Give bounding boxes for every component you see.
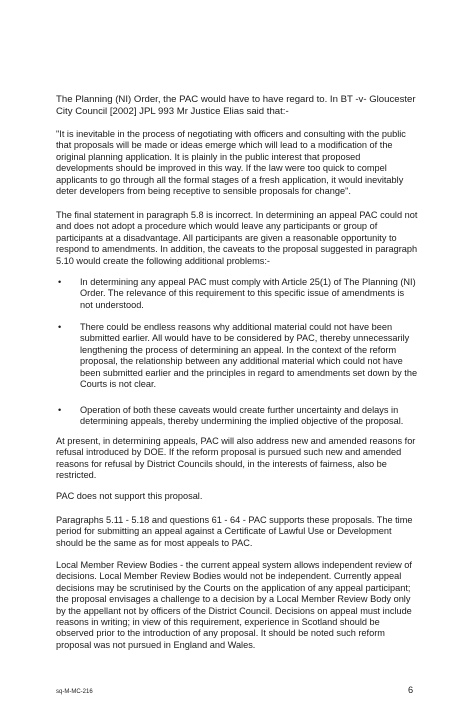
bullet-marker: •: [58, 405, 62, 415]
list-item: [56, 405, 418, 428]
final-statement-paragraph: The final statement in paragraph 5.8 is incorrect. In determining an appeal PAC could not and does not adopt a procedure which would leave any participants or group of participants at a disadvantage. All participants are given a reasonable opportunity to respond to amendments. In addition, the caveats to the proposal suggested in paragraph 5.10 would create the following additional problems:-: [56, 210, 418, 266]
not-support-paragraph: PAC does not support this proposal.: [56, 491, 203, 501]
list-item: [56, 277, 418, 311]
intro-paragraph: The Planning (NI) Order, the PAC would have to have regard to. In BT -v- Gloucester City Council [2002] JPL 993 Mr Justice Elias said that:-: [56, 94, 416, 118]
bullet-marker: •: [58, 277, 62, 287]
at-present-paragraph: At present, in determining appeals, PAC will also address new and amended reasons for refusal introduced by DOE. If the reform proposal is pursued such new and amended reasons for refusal by District Councils should, in the interests of fairness, also be restricted.: [56, 436, 416, 481]
local-review-paragraph: Local Member Review Bodies - the current appeal system allows independent review of decisions. Local Member Review Bodies would not be independent. Currently appeal decisions may be scrutinised by the Courts on the application of any appeal participant; the proposal envisages a challenge to a decision by a Local Member Review Body only by the appellant not by officers of the District Council. Decisions on appeal must include reasons in writing; in view of this requirement, experience in Scotland should be observed prior to the introduction of any proposal. It should be noted such reform proposal was not pursued in England and Wales.: [56, 560, 412, 650]
bullet-text: Operation of both these caveats would create further uncertainty and delays in determining appeals, thereby undermining the implied objective of the proposal.: [80, 405, 404, 427]
bullet-list: [56, 405, 418, 428]
bullet-marker: •: [58, 322, 62, 332]
list-item: [56, 322, 418, 390]
bullet-list: [56, 322, 418, 390]
quote-paragraph: "It is inevitable in the process of negotiating with officers and consulting with the public that proposals will be made or ideas emerge which will lead to a modification of the original planning application. It is plainly in the public interest that proposed developments should be improved in this way. If the law were too quick to compel applicants to go through all the formal stages of a fresh application, it would inevitably deter developers from being receptive to sensible proposals for change".: [56, 129, 406, 197]
bullet-text: In determining any appeal PAC must comply with Article 25(1) of The Planning (NI) Order. The relevance of this requirement to this specific issue of amendments is not understood.: [80, 277, 416, 310]
bullet-list: [56, 277, 418, 311]
bullet-text: There could be endless reasons why additional material could not have been submitted earlier. All would have to be considered by PAC, thereby unnecessarily lengthening the process of determining an appeal. In the context of the reform proposal, the relationship between any additional material which could not have been submitted earlier and the principles in regard to amendments set down by the Courts is not clear.: [80, 322, 418, 390]
page-number: 6: [408, 685, 414, 695]
footer-reference: sq-M-MC-216: [56, 689, 93, 695]
paragraphs-support-paragraph: Paragraphs 5.11 - 5.18 and questions 61 - 64 - PAC supports these proposals. The time period for submitting an appeal against a Certificate of Lawful Use or Development should be the same as for most appeals to PAC.: [56, 515, 413, 548]
